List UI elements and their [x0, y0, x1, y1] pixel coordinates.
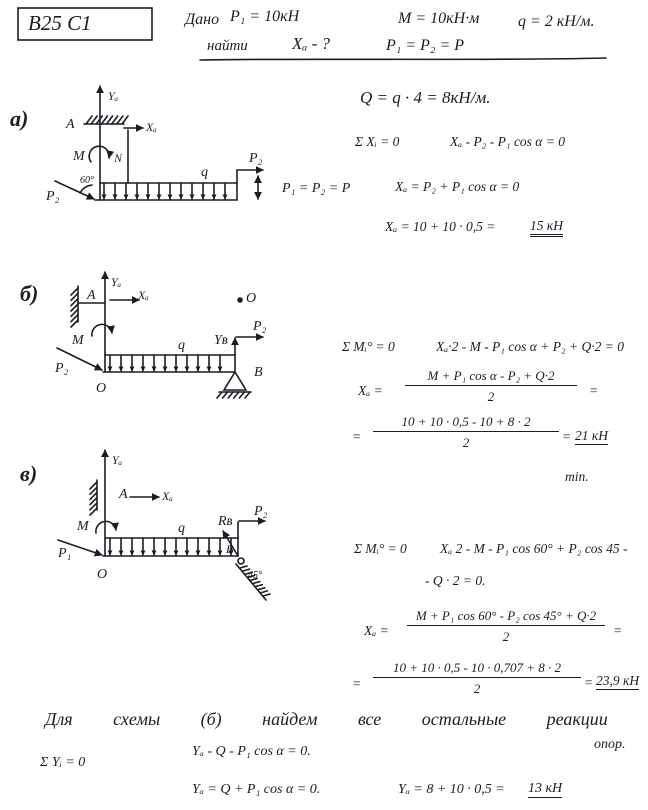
hatch-mark: [234, 392, 239, 398]
scheme-b-point-o-dot: [238, 298, 242, 302]
scheme-a-label-x-a: Xₐ: [146, 120, 157, 134]
scheme-b-result: 21 кН: [575, 428, 608, 443]
scheme-a-equation: Xₐ - P₂ - P₁ cos α = 0: [450, 134, 566, 149]
scheme-b-equation: Xₐ·2 - M - P₁ cos α + P₂ + Q·2 = 0: [436, 339, 624, 354]
scheme-c-label-r-b: Rʙ: [218, 514, 233, 529]
scheme-c-label-x-a: Xₐ: [162, 489, 173, 503]
scheme-b-label-support-b: B: [254, 365, 263, 380]
scheme-b-label-point-a: A: [87, 288, 96, 303]
p-relation: P₁ = P₂ = P: [386, 37, 465, 54]
scheme-b-label-moment: M: [72, 333, 84, 348]
scheme-b-note: min.: [565, 469, 589, 484]
scheme-b-label-p-right: P₂: [253, 319, 267, 334]
hatch-mark: [228, 392, 233, 398]
scheme-b-label-origin: O: [96, 381, 107, 396]
scheme-c-frac1-tail: =: [613, 623, 623, 638]
scheme-b-label-x-a: Xₐ: [138, 288, 149, 302]
scheme-a-label-relation: P₁ = P₂ = P: [282, 181, 351, 196]
scheme-a-result: 15 кН: [530, 219, 563, 237]
scheme-b-frac2-lhs: =: [352, 429, 362, 444]
hatch-mark: [260, 591, 267, 593]
scheme-a-tag: а): [10, 106, 29, 131]
scheme-c-frac1-denominator: 2: [502, 629, 510, 644]
scheme-b-result-prefix: =: [562, 429, 572, 444]
scheme-b-frac1-numerator: M + P₁ cos α - P₂ + Q·2: [427, 368, 555, 383]
hatch-mark: [240, 566, 247, 568]
scheme-a-label-point-a: A: [66, 117, 75, 132]
given-p1: P₁ = 10кН: [230, 8, 300, 25]
scheme-a-label-moment: M: [73, 149, 85, 164]
scheme-b-frac1-lhs: Xₐ =: [358, 383, 383, 398]
scheme-b-label-q: q: [178, 338, 185, 353]
scheme-b-frac1-tail: =: [589, 383, 599, 398]
scheme-a-angle-arc: [80, 185, 92, 193]
header-underline: [200, 58, 606, 60]
bottom-text-end: опор.: [594, 737, 626, 752]
hatch-mark: [255, 585, 262, 587]
scheme-c-frac2-lhs: =: [352, 676, 362, 691]
scheme-b-sum: Σ Mᵢ° = 0: [342, 339, 395, 354]
given-m: M = 10кН·м: [398, 10, 480, 27]
scheme-a-label-y-axis: Yₐ: [108, 89, 119, 103]
hatch-mark: [223, 392, 228, 398]
problem-badge: B25 C1: [28, 11, 92, 35]
scheme-c-label-support-b: B: [226, 542, 234, 556]
scheme-b-distributed-load: [110, 355, 220, 371]
scheme-b-moment-arc: [92, 324, 112, 336]
scheme-b-frac1-denominator: 2: [487, 389, 495, 404]
scheme-b-support-hatch: [217, 392, 250, 398]
fraction-bar: [373, 677, 581, 678]
scheme-c-moment-arc: [96, 521, 116, 533]
scheme-b-fraction-2: [373, 415, 559, 449]
scheme-a-label-q: q: [201, 165, 208, 180]
scheme-c-fraction-2: [373, 661, 581, 695]
bottom-text: Для схемы (б) найдем все остальные реакции: [45, 709, 608, 729]
hatch-mark: [263, 594, 270, 596]
hatch-mark: [239, 392, 244, 398]
scheme-c-label-y-axis: Yₐ: [112, 453, 123, 467]
scheme-c-diagram: [58, 450, 270, 600]
scheme-a-label-angle: 60°: [80, 175, 94, 186]
scheme-c-equation-cont: - Q · 2 = 0.: [425, 573, 486, 588]
scheme-c-frac2-numerator: 10 + 10 · 0,5 - 10 · 0,707 + 8 · 2: [392, 660, 562, 675]
scheme-c-sum: Σ Mᵢ° = 0: [354, 541, 407, 556]
scheme-b-support-triangle: [224, 372, 246, 390]
fraction-bar: [373, 431, 559, 432]
bottom-equation: Yₐ - Q - P₁ cos α = 0.: [192, 744, 311, 759]
scheme-b-wall-hatch: [71, 288, 78, 327]
fraction-bar: [407, 625, 605, 626]
scheme-b-frac2-numerator: 10 + 10 · 0,5 - 10 + 8 · 2: [401, 414, 531, 429]
scheme-c-fraction-1: [407, 609, 605, 643]
scheme-b-label-point-o: O: [246, 291, 257, 306]
scheme-c-distributed-load: [110, 538, 234, 556]
scheme-b-label-y-axis: Yₐ: [111, 275, 122, 289]
hatch-mark: [258, 588, 265, 590]
bottom-calc: Yₐ = 8 + 10 · 0,5 =: [398, 782, 505, 797]
scheme-a-sum: Σ Xᵢ = 0: [355, 134, 400, 149]
scheme-a-moment-arc: [89, 146, 109, 162]
scheme-c-frac1-numerator: M + P₁ cos 60° - P₂ cos 45° + Q·2: [415, 608, 597, 623]
fraction-bar: [405, 385, 577, 386]
scheme-c-label-q: q: [178, 521, 185, 536]
scheme-c-label-origin: O: [97, 567, 108, 582]
scheme-c-label-moment: M: [77, 519, 89, 534]
scheme-b-label-p-left: P₂: [55, 361, 69, 376]
bottom-solve: Yₐ = Q + P₁ cos α = 0.: [192, 782, 321, 797]
scheme-c-tag: в): [20, 461, 38, 486]
scheme-a-label-p-left: P₂: [46, 189, 60, 204]
find-value: Xₐ - ?: [292, 34, 331, 53]
bottom-result: 13 кН: [528, 781, 563, 796]
scheme-c-label-p-right: P₂: [254, 504, 268, 519]
scheme-b-frac2-denominator: 2: [462, 435, 470, 450]
scheme-a-calc: Xₐ = 10 + 10 · 0,5 =: [385, 219, 496, 234]
scheme-c-roller: [238, 558, 244, 564]
scheme-c-wall-hatch: [90, 482, 97, 515]
load-total: Q = q · 4 = 8кН/м.: [360, 88, 491, 107]
scheme-a-label-n: N: [114, 151, 123, 165]
scheme-c-result-prefix: =: [584, 675, 594, 690]
scheme-c-frac1-lhs: Xₐ =: [364, 623, 389, 638]
given-q: q = 2 кН/м.: [518, 13, 595, 30]
scheme-c-label-p-left: P₁: [58, 546, 72, 561]
scheme-c-label-point-a: A: [119, 487, 128, 502]
scheme-c-label-angle: 45°: [248, 570, 262, 581]
bottom-sum: Σ Yᵢ = 0: [40, 755, 86, 770]
scheme-c-frac2-denominator: 2: [473, 681, 481, 696]
scheme-b-fraction-1: [405, 369, 577, 403]
hatch-mark: [253, 582, 260, 584]
hatch-mark: [217, 392, 222, 398]
scheme-b-tag: б): [20, 281, 39, 306]
scheme-a-label-p-right: P₂: [249, 151, 263, 166]
given-label: Дано: [185, 11, 220, 28]
scheme-b-label-y-b: Yʙ: [214, 333, 228, 348]
scheme-a-support-hatch: [86, 116, 128, 124]
scheme-a-solve: Xₐ = P₂ + P₁ cos α = 0: [395, 179, 520, 194]
scheme-c-equation: Xₐ 2 - M - P₁ cos 60° + P₂ cos 45 -: [440, 541, 628, 556]
hatch-mark: [245, 392, 250, 398]
scheme-a-distributed-load: [104, 183, 225, 199]
scheme-c-result: 23,9 кН: [596, 673, 640, 688]
find-label: найти: [207, 38, 248, 54]
